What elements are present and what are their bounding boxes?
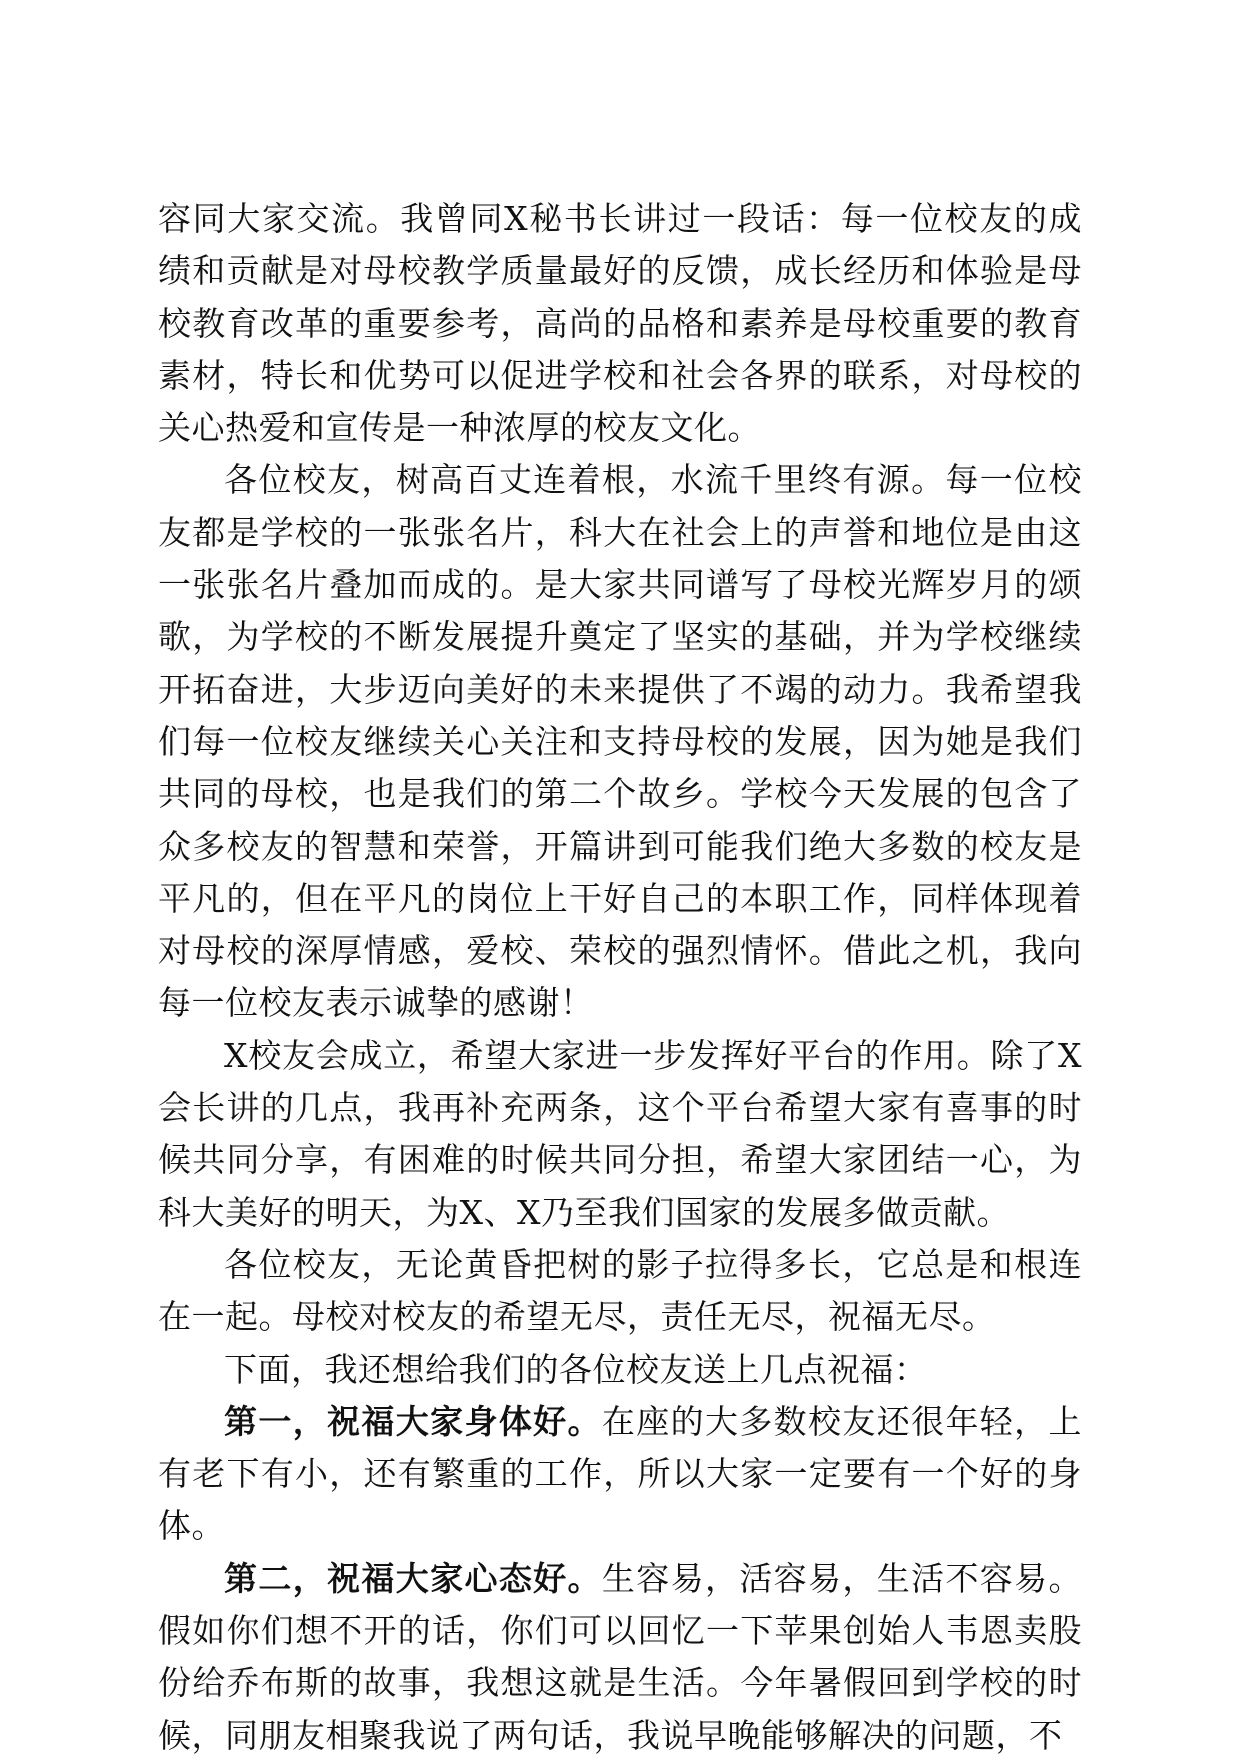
wish-heading: 第一，祝福大家身体好。: [224, 1401, 602, 1441]
wish-heading: 第二，祝福大家心态好。: [224, 1558, 602, 1598]
paragraph-wish-mindset: [158, 1553, 1082, 1762]
paragraph-text: 在座的大多数校友还很年轻，上有老下有小，还有繁重的工作，所以大家一定要有一个好的身体。: [158, 1401, 1083, 1546]
paragraph-alumni-association: [158, 1030, 1082, 1239]
paragraph-tree-roots: [158, 1239, 1082, 1344]
document-page: [158, 193, 1082, 1762]
paragraph-alumni-name-cards: [158, 454, 1082, 1029]
paragraph-text: 生容易，活容易，生活不容易。假如你们想不开的话，你们可以回忆一下苹果创始人韦恩卖股份给乔布斯的故事，我想这就是生活。今年暑假回到学校的时候，同朋友相聚我说了两句话，我说早晚能够解决的问题，不: [158, 1558, 1083, 1755]
paragraph-text: 各位校友，无论黄昏把树的影子拉得多长，它总是和根连在一起。母校对校友的希望无尽，责任无尽，祝福无尽。: [158, 1244, 1082, 1337]
paragraph-wishes-intro: [158, 1344, 1082, 1396]
paragraph-wish-health: [158, 1396, 1082, 1553]
paragraph-continuation: [158, 193, 1082, 454]
paragraph-text: 各位校友，树高百丈连着根，水流千里终有源。每一位校友都是学校的一张张名片，科大在社会上的声誉和地位是由这一张张名片叠加而成的。是大家共同谱写了母校光辉岁月的颂歌，为学校的不断发展提升奠定了坚实的基础，并为学校继续开拓奋进，大步迈向美好的未来提供了不竭的动力。我希望我们每一位校友继续关心关注和支持母校的发展，因为她是我们共同的母校，也是我们的第二个故乡。学校今天发展的包含了众多校友的智慧和荣誉，开篇讲到可能我们绝大多数的校友是平凡的，但在平凡的岗位上干好自己的本职工作，同样体现着对母校的深厚情感，爱校、荣校的强烈情怀。借此之机，我向每一位校友表示诚挚的感谢！: [158, 460, 1082, 1023]
paragraph-text: X校友会成立，希望大家进一步发挥好平台的作用。除了X会长讲的几点，我再补充两条，这个平台希望大家有喜事的时候共同分享，有困难的时候共同分担，希望大家团结一心，为科大美好的明天，为X、X乃至我们国家的发展多做贡献。: [158, 1035, 1082, 1232]
paragraph-text: 下面，我还想给我们的各位校友送上几点祝福：: [224, 1349, 928, 1389]
paragraph-text: 容同大家交流。我曾同X秘书长讲过一段话：每一位校友的成绩和贡献是对母校教学质量最好的反馈，成长经历和体验是母校教育改革的重要参考，高尚的品格和素养是母校重要的教育素材，特长和优势可以促进学校和社会各界的联系，对母校的关心热爱和宣传是一种浓厚的校友文化。: [158, 199, 1082, 448]
